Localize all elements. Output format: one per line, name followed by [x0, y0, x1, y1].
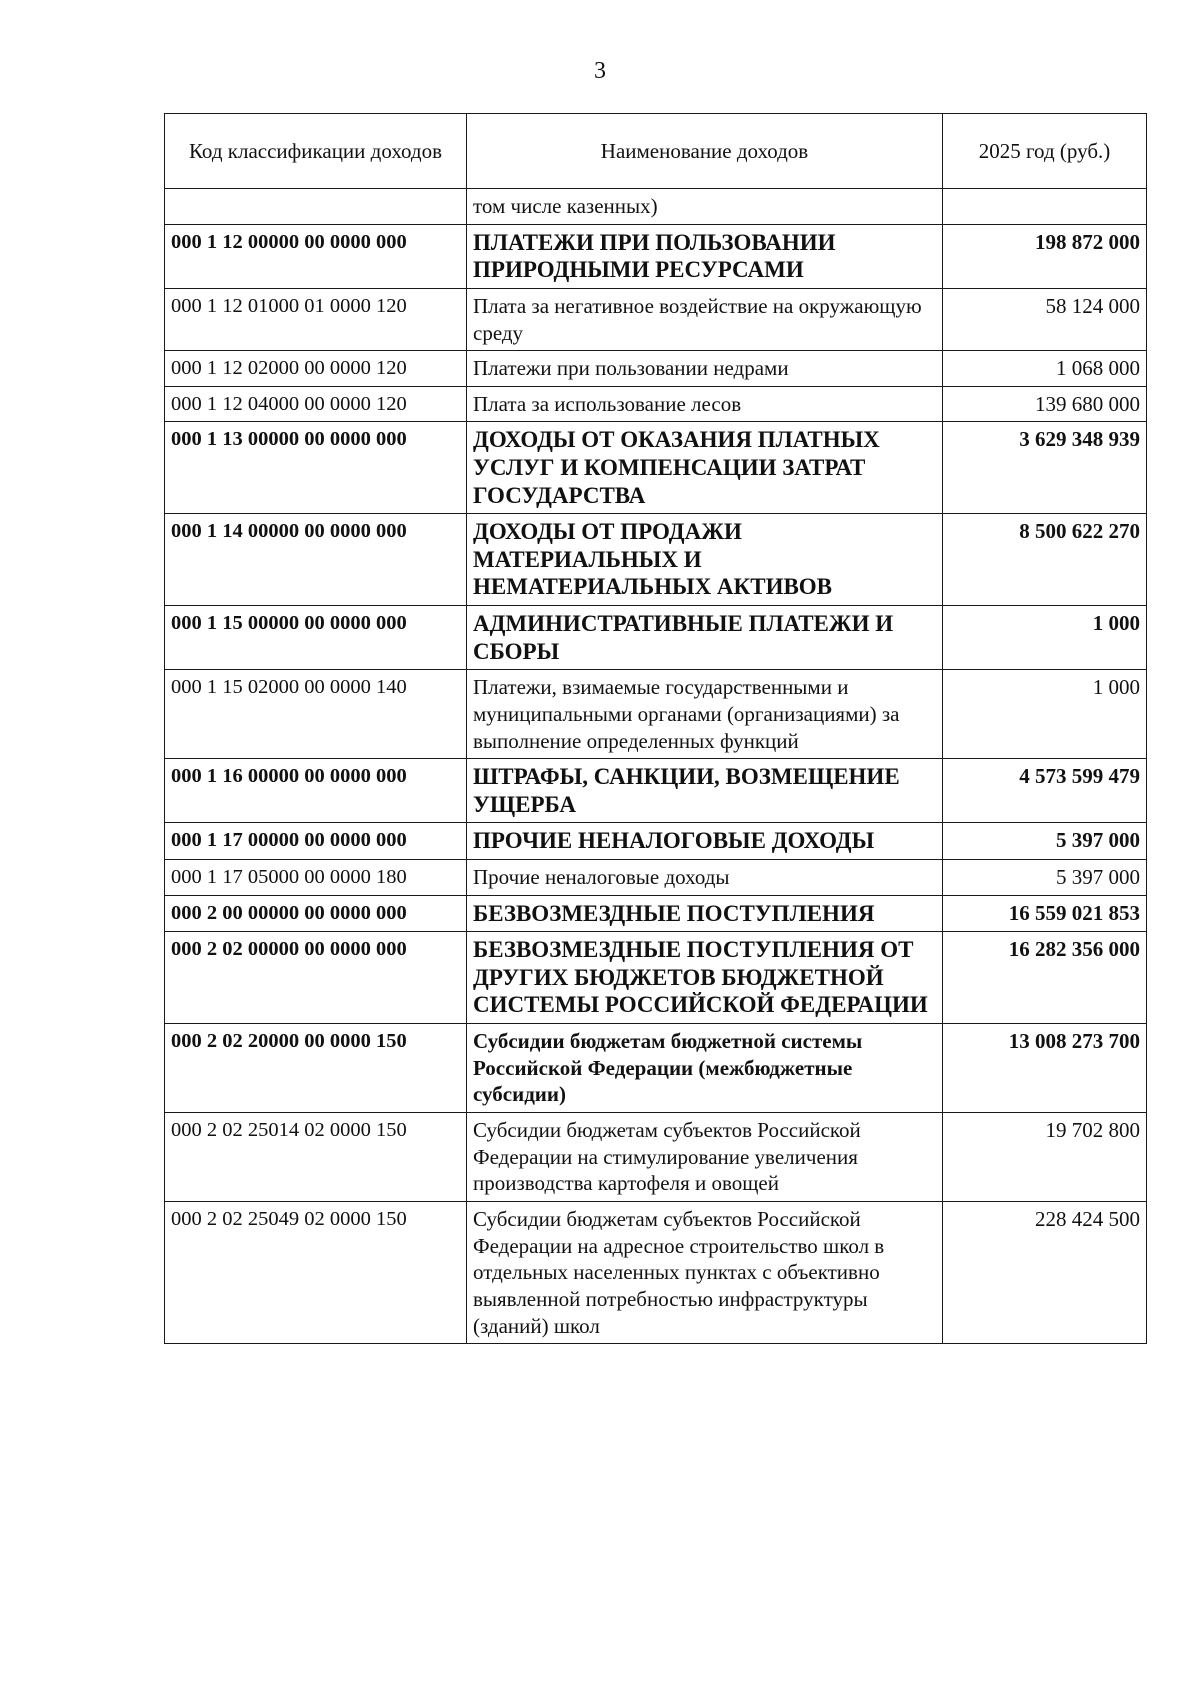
row-amount: 16 282 356 000: [943, 932, 1147, 1024]
row-amount: 1 000: [943, 606, 1147, 670]
row-amount: 1 000: [943, 670, 1147, 759]
table-row: [165, 514, 1147, 606]
row-amount: 1 068 000: [943, 351, 1147, 387]
header-name: Наименование доходов: [467, 114, 943, 189]
row-code: 000 2 00 00000 00 0000 000: [165, 895, 467, 932]
row-name: Субсидии бюджетам бюджетной системы Российской Федерации (межбюджетные субсидии): [467, 1024, 943, 1113]
row-amount: 5 397 000: [943, 823, 1147, 860]
row-amount: 13 008 273 700: [943, 1024, 1147, 1113]
table-row: [165, 859, 1147, 895]
row-amount: 58 124 000: [943, 288, 1147, 350]
row-code: 000 1 12 02000 00 0000 120: [165, 351, 467, 387]
table-row: [165, 670, 1147, 759]
table-body: [165, 189, 1147, 1344]
row-code: 000 2 02 20000 00 0000 150: [165, 1024, 467, 1113]
table-row: [165, 895, 1147, 932]
row-name: Плата за использование лесов: [467, 386, 943, 422]
row-name: БЕЗВОЗМЕЗДНЫЕ ПОСТУПЛЕНИЯ ОТ ДРУГИХ БЮДЖЕТОВ БЮДЖЕТНОЙ СИСТЕМЫ РОССИЙСКОЙ ФЕДЕРАЦИИ: [467, 932, 943, 1024]
table-row: [165, 189, 1147, 225]
row-code: 000 1 12 00000 00 0000 000: [165, 224, 467, 288]
row-code: 000 1 16 00000 00 0000 000: [165, 759, 467, 823]
row-amount: 228 424 500: [943, 1201, 1147, 1343]
row-name: ДОХОДЫ ОТ ОКАЗАНИЯ ПЛАТНЫХ УСЛУГ И КОМПЕНСАЦИИ ЗАТРАТ ГОСУДАРСТВА: [467, 422, 943, 514]
row-name: АДМИНИСТРАТИВНЫЕ ПЛАТЕЖИ И СБОРЫ: [467, 606, 943, 670]
row-name: БЕЗВОЗМЕЗДНЫЕ ПОСТУПЛЕНИЯ: [467, 895, 943, 932]
row-code: [165, 189, 467, 225]
table-header: [165, 114, 1147, 189]
revenue-table: [164, 113, 1147, 1344]
table-row: [165, 606, 1147, 670]
row-code: 000 2 02 00000 00 0000 000: [165, 932, 467, 1024]
row-code: 000 1 12 04000 00 0000 120: [165, 386, 467, 422]
row-amount: 139 680 000: [943, 386, 1147, 422]
row-code: 000 2 02 25014 02 0000 150: [165, 1112, 467, 1201]
row-name: Платежи, взимаемые государственными и муниципальными органами (организациями) за выполнение определенных функций: [467, 670, 943, 759]
row-name: том числе казенных): [467, 189, 943, 225]
row-code: 000 1 15 02000 00 0000 140: [165, 670, 467, 759]
row-name: Субсидии бюджетам субъектов Российской Федерации на адресное строительство школ в отдельных населенных пунктах с объективно выявленной потребностью инфраструктуры (зданий) школ: [467, 1201, 943, 1343]
row-name: ДОХОДЫ ОТ ПРОДАЖИ МАТЕРИАЛЬНЫХ И НЕМАТЕРИАЛЬНЫХ АКТИВОВ: [467, 514, 943, 606]
row-amount: [943, 189, 1147, 225]
table-row: [165, 1112, 1147, 1201]
row-name: ШТРАФЫ, САНКЦИИ, ВОЗМЕЩЕНИЕ УЩЕРБА: [467, 759, 943, 823]
table-row: [165, 386, 1147, 422]
page-number: 3: [594, 58, 606, 84]
header-code: Код классификации доходов: [165, 114, 467, 189]
row-code: 000 1 17 00000 00 0000 000: [165, 823, 467, 860]
row-amount: 198 872 000: [943, 224, 1147, 288]
table-row: [165, 932, 1147, 1024]
row-code: 000 1 15 00000 00 0000 000: [165, 606, 467, 670]
table-row: [165, 351, 1147, 387]
table-row: [165, 759, 1147, 823]
row-code: 000 1 14 00000 00 0000 000: [165, 514, 467, 606]
row-name: Субсидии бюджетам субъектов Российской Федерации на стимулирование увеличения производства картофеля и овощей: [467, 1112, 943, 1201]
row-name: Плата за негативное воздействие на окружающую среду: [467, 288, 943, 350]
table-row: [165, 288, 1147, 350]
row-code: 000 1 17 05000 00 0000 180: [165, 859, 467, 895]
row-amount: 3 629 348 939: [943, 422, 1147, 514]
row-code: 000 1 12 01000 01 0000 120: [165, 288, 467, 350]
header-row: [165, 114, 1147, 189]
row-code: 000 1 13 00000 00 0000 000: [165, 422, 467, 514]
table-row: [165, 1201, 1147, 1343]
row-amount: 16 559 021 853: [943, 895, 1147, 932]
header-amount: 2025 год (руб.): [943, 114, 1147, 189]
row-name: Прочие неналоговые доходы: [467, 859, 943, 895]
table-row: [165, 1024, 1147, 1113]
row-name: Платежи при пользовании недрами: [467, 351, 943, 387]
row-name: ПЛАТЕЖИ ПРИ ПОЛЬЗОВАНИИ ПРИРОДНЫМИ РЕСУРСАМИ: [467, 224, 943, 288]
table-row: [165, 422, 1147, 514]
row-code: 000 2 02 25049 02 0000 150: [165, 1201, 467, 1343]
row-amount: 19 702 800: [943, 1112, 1147, 1201]
row-name: ПРОЧИЕ НЕНАЛОГОВЫЕ ДОХОДЫ: [467, 823, 943, 860]
table-row: [165, 224, 1147, 288]
row-amount: 4 573 599 479: [943, 759, 1147, 823]
row-amount: 5 397 000: [943, 859, 1147, 895]
table-row: [165, 823, 1147, 860]
row-amount: 8 500 622 270: [943, 514, 1147, 606]
